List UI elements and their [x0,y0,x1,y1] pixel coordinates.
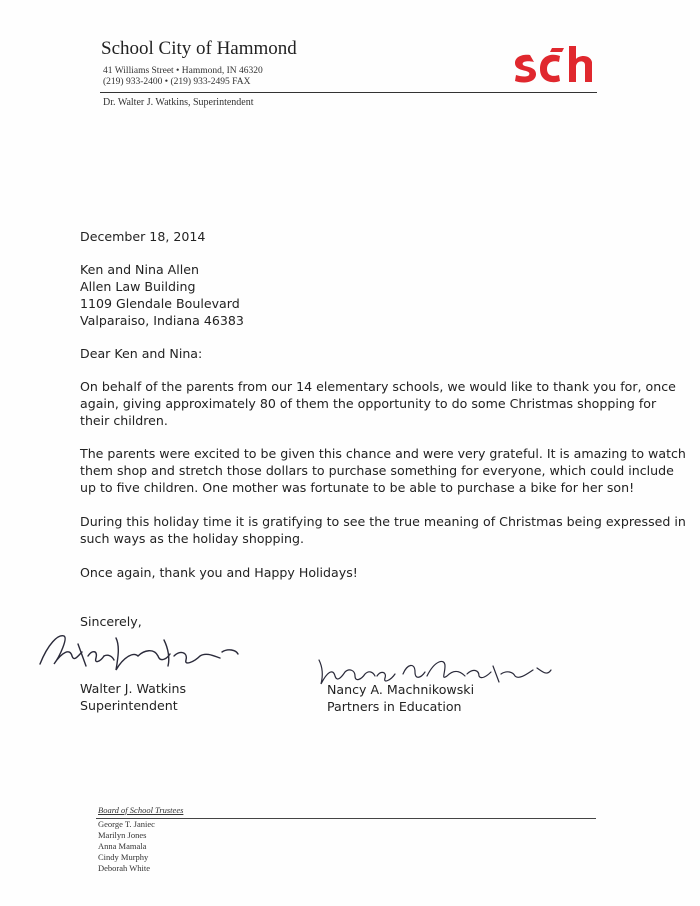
paragraph-1-line: again, giving approximately 80 of them the opportunity to do some Christmas shopping for [80,396,657,411]
address-line-2: (219) 933-2400 • (219) 933-2495 FAX [103,77,251,87]
sch-logo [512,42,596,88]
signatory-1-title: Superintendent [80,698,178,713]
signatory-1-name: Walter J. Watkins [80,681,187,696]
recipient-line: Allen Law Building [80,279,196,294]
salutation: Dear Ken and Nina: [80,346,203,361]
signature-watkins [34,626,244,678]
paragraph-2-line: up to five children. One mother was fortunate to be able to purchase a bike for her son! [80,480,635,495]
paragraph-3-line: During this holiday time it is gratifying to see the true meaning of Christmas being expressed in [80,514,686,529]
paragraph-3 [80,513,686,547]
recipient-city: Valparaiso, Indiana 46383 [80,313,244,328]
trustee-name: Marilyn Jones [98,830,147,840]
trustee-name: Deborah White [98,863,151,873]
footer-rule [96,818,596,819]
trustees-heading: Board of School Trustees [98,805,184,815]
sign-off: Sincerely, [80,614,142,629]
address-line-1: 41 Williams Street • Hammond, IN 46320 [103,66,263,76]
trustee-name: Cindy Murphy [98,852,149,862]
organization-name: School City of Hammond [101,38,297,59]
superintendent-line: Dr. Walter J. Watkins, Superintendent [103,97,254,108]
recipient-name: Ken and Nina Allen [80,262,200,277]
letterhead-rule [100,92,597,93]
paragraph-3-line: such ways as the holiday shopping. [80,531,305,546]
paragraph-1-line: their children. [80,413,168,428]
letter-date: December 18, 2014 [80,229,206,244]
trustee-name: George T. Janiec [98,819,155,829]
signatory-2-title: Partners in Education [327,699,462,714]
paragraph-2-line: them shop and stretch those dollars to purchase something for everyone, which could include [80,463,674,478]
signatory-2-name: Nancy A. Machnikowski [327,682,475,697]
paragraph-1 [80,378,676,429]
paragraph-1-line: On behalf of the parents from our 14 elementary schools, we would like to thank you for, once [80,379,676,394]
paragraph-2 [80,445,686,496]
recipient-street: 1109 Glendale Boulevard [80,296,240,311]
trustee-name: Anna Mamala [98,841,147,851]
closing-line: Once again, thank you and Happy Holidays! [80,565,358,580]
paragraph-2-line: The parents were excited to be given this chance and were very grateful. It is amazing to watch [80,446,686,461]
